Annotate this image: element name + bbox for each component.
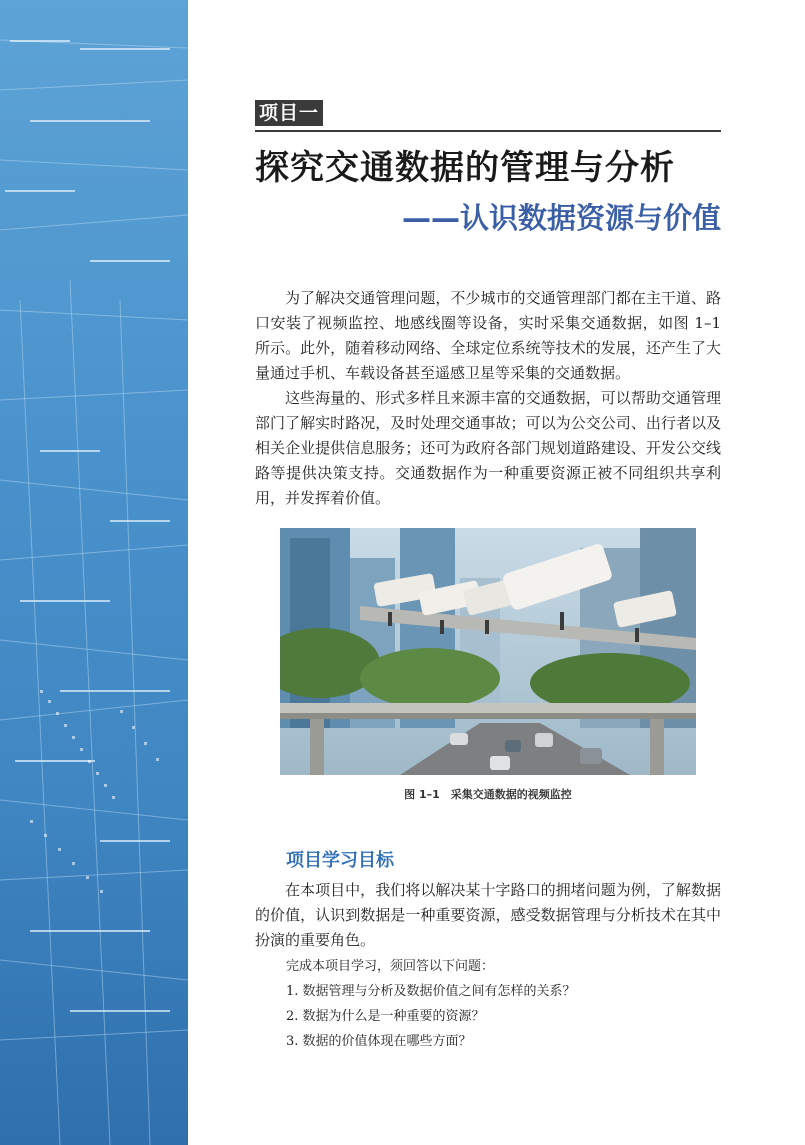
page-title: 探究交通数据的管理与分析 bbox=[255, 148, 675, 188]
questions-list bbox=[286, 979, 576, 1054]
project-tag: 项目一 bbox=[255, 100, 323, 126]
question-item: 2. 数据为什么是一种重要的资源？ bbox=[286, 1009, 485, 1024]
section-heading: 项目学习目标 bbox=[286, 850, 394, 871]
title-rule bbox=[255, 130, 721, 132]
questions-intro: 完成本项目学习，须回答以下问题： bbox=[286, 959, 495, 974]
decorative-sidebar bbox=[0, 0, 188, 1145]
surveillance-camera-photo bbox=[280, 528, 696, 775]
question-item: 1. 数据管理与分析及数据价值之间有怎样的关系？ bbox=[286, 984, 576, 999]
digital-pattern bbox=[0, 0, 188, 1145]
intro-paragraph-2: 这些海量的、形式多样且来源丰富的交通数据，可以帮助交通管理部门了解实时路况，及时处理交通事故；可以为公交公司、出行者以及相关企业提供信息服务；还可为政府各部门规划道路建设、开发公交线路等提供决策支持。交通数据作为一种重要资源正被不同组织共享利用，并发挥着价值。 bbox=[255, 389, 721, 507]
section-paragraph: 在本项目中，我们将以解决某十字路口的拥堵问题为例，了解数据的价值，认识到数据是一种重要资源，感受数据管理与分析技术在其中扮演的重要角色。 bbox=[255, 881, 721, 949]
question-item: 3. 数据的价值体现在哪些方面？ bbox=[286, 1034, 472, 1049]
page-subtitle: ——认识数据资源与价值 bbox=[401, 201, 721, 235]
figure-caption: 图 1–1 采集交通数据的视频监控 bbox=[404, 788, 572, 801]
intro-paragraph-1: 为了解决交通管理问题，不少城市的交通管理部门都在主干道、路口安装了视频监控、地感线圈等设备，实时采集交通数据，如图 1–1 所示。此外，随着移动网络、全球定位系统等技术的发展，还产生了大量通过手机、车载设备甚至遥感卫星等采集的交通数据。 bbox=[255, 289, 721, 382]
camera-illustration bbox=[280, 528, 696, 775]
